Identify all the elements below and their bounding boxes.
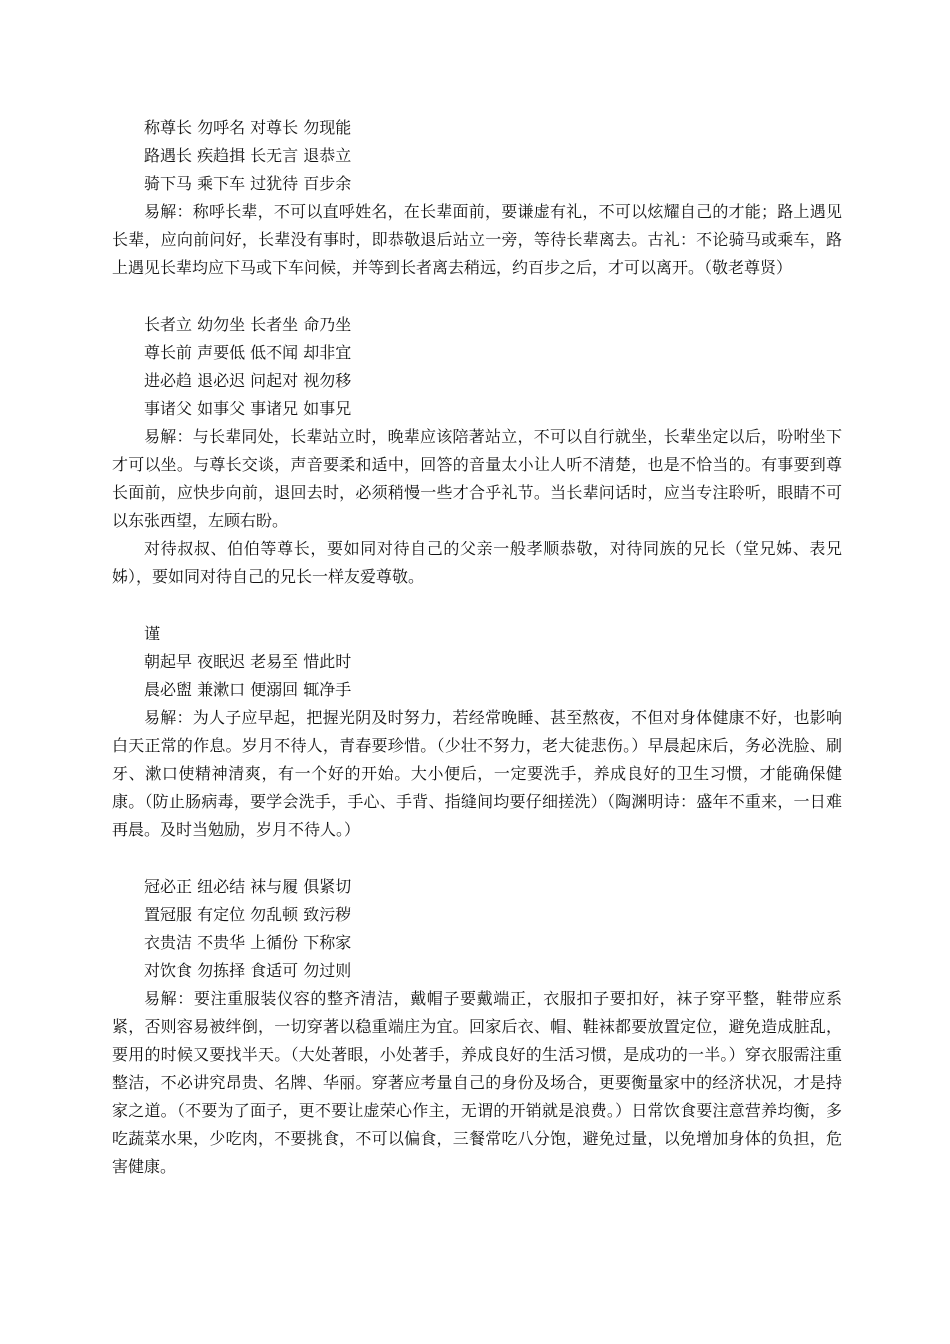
explanation-paragraph: 易解：为人子应早起，把握光阴及时努力，若经常晚睡、甚至熬夜，不但对身体健康不好，也影响白天正常的作息。岁月不待人，青春要珍惜。（少壮不努力，老大徒悲伤。）早晨起床后，务必洗脸、刷牙、漱口使精神清爽，有一个好的开始。大小便后，一定要洗手，养成良好的卫生习惯，才能确保健康。（防止肠病毒，要学会洗手，手心、手背、指缝间均要仔细搓洗）（陶渊明诗：盛年不重来，一日难再晨。及时当勉励，岁月不待人。） [112, 708, 842, 839]
verse-line: 路遇长 疾趋揖 长无言 退恭立 [144, 146, 352, 165]
document-page [112, 114, 842, 1181]
explanation-paragraph: 易解：与长辈同处，长辈站立时，晚辈应该陪著站立，不可以自行就坐，长辈坐定以后，吩咐坐下才可以坐。与尊长交谈，声音要柔和适中，回答的音量太小让人听不清楚，也是不恰当的。有事要到尊长面前，应快步向前，退回去时，必须稍慢一些才合乎礼节。当长辈问话时，应当专注聆听，眼睛不可以东张西望，左顾右盼。 [112, 427, 842, 530]
section-gap [112, 591, 842, 620]
verse-line: 晨必盥 兼漱口 便溺回 辄净手 [144, 680, 352, 699]
verse-line: 骑下马 乘下车 过犹待 百步余 [144, 174, 352, 193]
verse-line: 事诸父 如事父 事诸兄 如事兄 [144, 399, 352, 418]
section-respect-elders [112, 114, 842, 282]
verse-line: 冠必正 纽必结 袜与履 俱紧切 [144, 877, 352, 896]
section-elder-etiquette [112, 311, 842, 591]
verse-line: 置冠服 有定位 勿乱顿 致污秽 [144, 905, 352, 924]
section-gap [112, 844, 842, 873]
verse-line: 进必趋 退必迟 问起对 视勿移 [144, 371, 352, 390]
section-attire-diet [112, 873, 842, 1181]
verse-line: 尊长前 声要低 低不闻 却非宜 [144, 343, 352, 362]
section-heading: 谨 [144, 624, 161, 643]
verse-line: 对饮食 勿拣择 食适可 勿过则 [144, 961, 352, 980]
explanation-paragraph: 易解：要注重服装仪容的整齐清洁，戴帽子要戴端正，衣服扣子要扣好，袜子穿平整，鞋带应系紧，否则容易被绊倒，一切穿著以稳重端庄为宜。回家后衣、帽、鞋袜都要放置定位，避免造成脏乱，要用的时候又要找半天。（大处著眼，小处著手，养成良好的生活习惯，是成功的一半。）穿衣服需注重整洁，不必讲究昂贵、名牌、华丽。穿著应考量自己的身份及场合，更要衡量家中的经济状况，才是持家之道。（不要为了面子，更不要让虚荣心作主，无谓的开销就是浪费。）日常饮食要注意营养均衡，多吃蔬菜水果，少吃肉，不要挑食，不可以偏食，三餐常吃八分饱，避免过量，以免增加身体的负担，危害健康。 [112, 989, 842, 1176]
section-diligence [112, 620, 842, 844]
verse-line: 衣贵洁 不贵华 上循份 下称家 [144, 933, 352, 952]
explanation-paragraph: 易解：称呼长辈，不可以直呼姓名，在长辈面前，要谦虚有礼，不可以炫耀自己的才能；路上遇见长辈，应向前问好，长辈没有事时，即恭敬退后站立一旁，等待长辈离去。古礼：不论骑马或乘车，路上遇见长辈均应下马或下车问候，并等到长者离去稍远，约百步之后，才可以离开。（敬老尊贤） [112, 202, 842, 277]
verse-line: 朝起早 夜眠迟 老易至 惜此时 [144, 652, 352, 671]
section-gap [112, 282, 842, 311]
explanation-paragraph: 对待叔叔、伯伯等尊长，要如同对待自己的父亲一般孝顺恭敬，对待同族的兄长（堂兄姊、表兄姊），要如同对待自己的兄长一样友爱尊敬。 [112, 539, 842, 586]
verse-line: 称尊长 勿呼名 对尊长 勿现能 [144, 118, 352, 137]
verse-line: 长者立 幼勿坐 长者坐 命乃坐 [144, 315, 352, 334]
